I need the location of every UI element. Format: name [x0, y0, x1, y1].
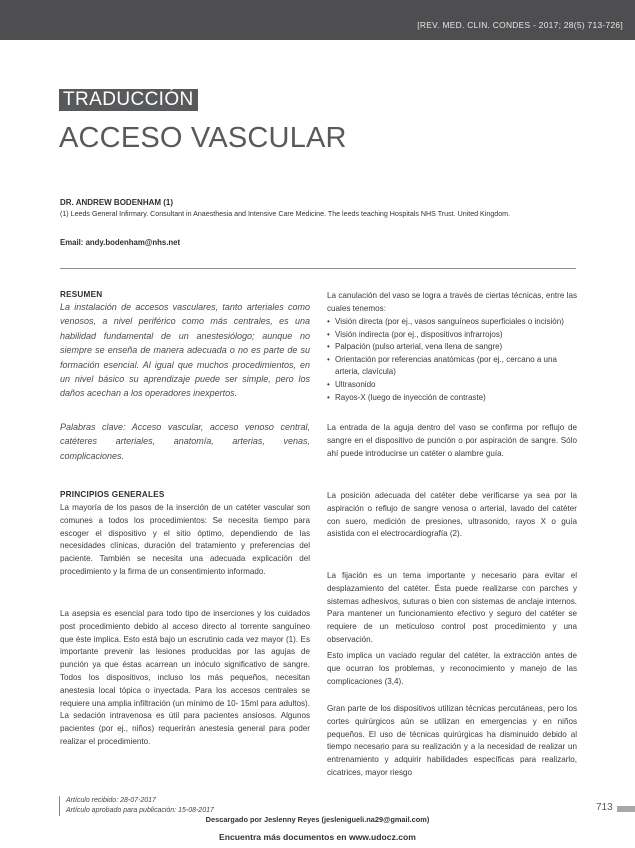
- general-principles-paragraph-1: La mayoría de los pasos de la inserción de un catéter vascular son comunes a todos los procedimientos: Se necesita tiempo para escoger el dispositivo y el sitio óptimo, dependiendo de las necesidades clínicas, duración del tratamiento y preferencias del paciente. También se necesita una adecuada explicación del procedimiento y la firma de un consentimiento informado.: [60, 503, 310, 576]
- keywords: Palabras clave: Acceso vascular, acceso venoso central, catéteres arteriales, anatomía, arterias, venas, complicaciones.: [60, 422, 310, 461]
- approved-date: Artículo aprobado para publicación: 15-08-2017: [66, 807, 214, 814]
- list-item: • Rayos-X (luego de inyección de contraste): [327, 392, 577, 405]
- author-affiliation: (1) Leeds General Infirmary. Consultant in Anaesthesia and Intensive Care Medicine. The leeds teaching Hospitals NHS Trust. United Kingdom.: [60, 210, 511, 218]
- cannulation-intro: La canulación del vaso se logra a través de ciertas técnicas, entre las cuales tenemos:: [327, 291, 577, 313]
- author-email[interactable]: Email: andy.bodenham@nhs.net: [60, 238, 181, 247]
- right-paragraph-3: La fijación es un tema importante y necesario para evitar el desplazamiento del catéter. Ésta puede realizarse con parches y sistemas adhesivos, suturas o bien con sistemas de anclaje internos. Para mantener un funcionamiento efectivo y seguro del catéter se requiere de un meticuloso control post procedimiento y una observación.: [327, 571, 577, 644]
- general-principles-paragraph-2: La asepsia es esencial para todo tipo de inserciones y los cuidados post procedimiento debido al acceso directo al torrente sanguíneo que éste implica. Esto está bajo un escrutinio cada vez mayor (1). Es importante prevenir las lesiones producidas por las agujas de punción ya que éstas acarrean un inóculo significativo de sangre. Todos los dispositivos, incluso los más pequeños, necesitan anestesia local tópica o inyectada. Para los accesos centrales se requiere una amplia infiltración (un mínimo de 10- 15ml para adultos). La sedación intravenosa es útil para pacientes ansiosos. Algunos pacientes (por ej., niños) requerirán anestesia general para poder realizar el procedimiento.: [60, 609, 310, 746]
- list-item: • Visión indirecta (por ej., dispositivos infrarrojos): [327, 329, 577, 342]
- list-item: • Ultrasonido: [327, 379, 577, 392]
- abstract-text: La instalación de accesos vasculares, tanto arteriales como venosos, a nivel periférico como más centrales, es una habilidad fundamental de un anestesiólogo; aunque no siempre se enseña de manera adecuada o no es parte de su formación esencial. Al igual que muchos procedimientos, en un nivel básico su aprendizaje puede ser simple, pero los daños acechan a los operadores inexpertos.: [60, 302, 310, 399]
- download-notice: Descargado por Jeslenny Reyes (jeslenigueli.na29@gmail.com): [205, 815, 430, 824]
- article-type-tag: TRADUCCIÓN: [59, 89, 198, 111]
- list-item: • Palpación (pulso arterial, vena llena de sangre): [327, 341, 577, 354]
- right-paragraph-5: Gran parte de los dispositivos utilizan técnicas percutáneas, pero los cortes quirúrgicos aún se utilizan en emergencias y en niños pequeños. El uso de técnicas quirúrgicas ha disminuido debido al tiempo necesario para su realización y a la necesidad de realizar un entrenamiento y adquirir habilidades específicas para realizarlo, cicatrices, mayor riesgo: [327, 704, 577, 777]
- received-date: Artículo recibido: 28-07-2017: [66, 797, 156, 804]
- udocz-notice[interactable]: Encuentra más documentos en www.udocz.com: [219, 832, 416, 842]
- author-name: DR. ANDREW BODENHAM (1): [60, 198, 174, 207]
- page-number-bar: [617, 806, 635, 812]
- article-title: ACCESO VASCULAR: [59, 122, 347, 154]
- footer-divider: [59, 796, 60, 816]
- list-item: • Orientación por referencias anatómicas (por ej., cercano a una arteria, clavícula): [327, 354, 577, 379]
- abstract-heading: RESUMEN: [60, 290, 103, 299]
- right-paragraph-2: La posición adecuada del catéter debe verificarse ya sea por la aspiración o reflujo de sangre venosa o arterial, lavado del catéter con suero, medición de presiones, ultrasonido, rayos X o guía asistida con el electrocardiografía (2).: [327, 491, 577, 539]
- section-divider: [60, 268, 576, 269]
- technique-list: [327, 316, 577, 404]
- right-paragraph-1: La entrada de la aguja dentro del vaso se confirma por reflujo de sangre en el dispositivo de punción o por aspiración de sangre. Sólo ahí puede introducirse un catéter o alambre guía.: [327, 423, 577, 458]
- list-item: • Visión directa (por ej., vasos sanguíneos superficiales o incisión): [327, 316, 577, 329]
- journal-citation: [REV. MED. CLIN. CONDES - 2017; 28(5) 713-726]: [417, 20, 623, 30]
- page-number: 713: [596, 802, 613, 813]
- right-paragraph-4: Esto implica un vaciado regular del catéter, la extracción antes de que ocurran los problemas, y reconocimiento y manejo de las complicaciones (3,4).: [327, 651, 577, 686]
- section-heading-general-principles: PRINCIPIOS GENERALES: [60, 490, 165, 499]
- header-bar: [0, 0, 635, 40]
